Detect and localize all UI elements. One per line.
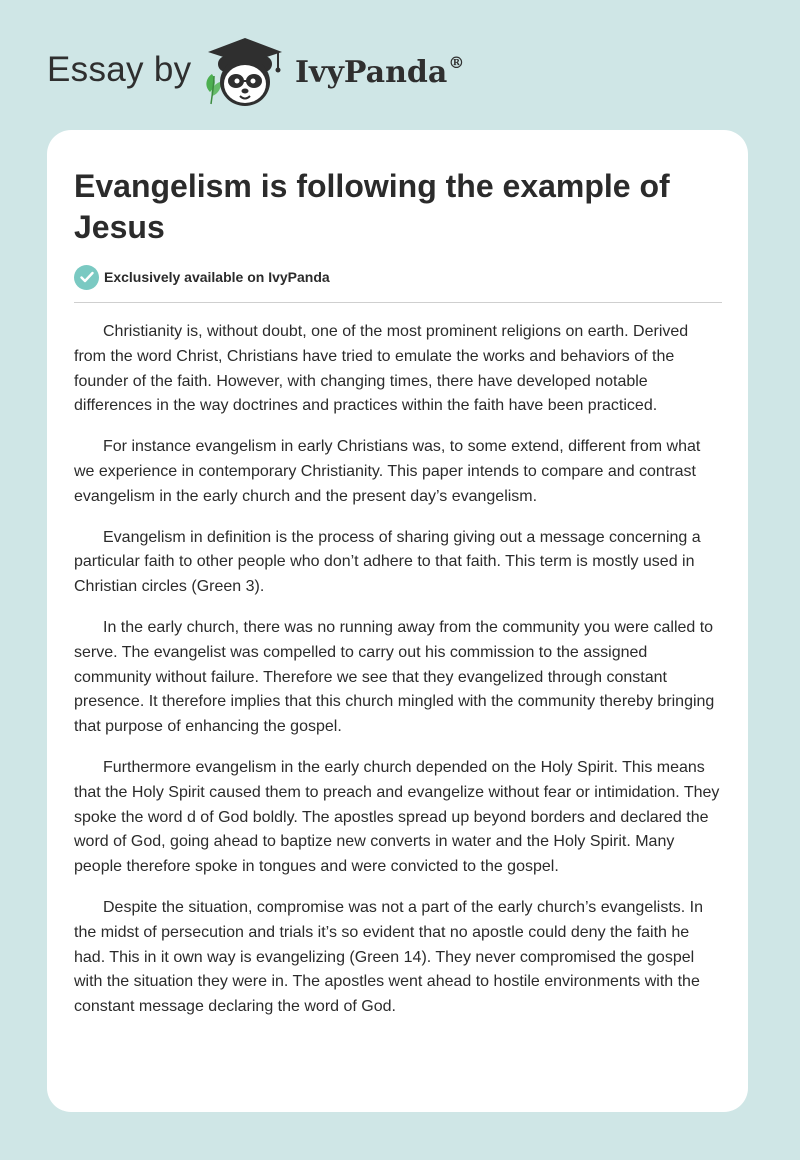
badge-label: Exclusively available on IvyPanda <box>104 269 330 285</box>
site-header <box>47 34 507 114</box>
exclusive-badge <box>74 264 330 290</box>
panda-graduate-icon <box>200 34 290 110</box>
paragraph: Christianity is, without doubt, one of the most prominent religions on earth. Derived from the word Christ, Christians have tried to emulate the works and behaviors of the founder of the faith. However, with changing times, there have developed notable differences in the way doctrines and practices within the faith have been practiced. <box>74 323 689 415</box>
paragraph: For instance evangelism in early Christians was, to some extend, different from what we experience in contemporary Christianity. This paper intends to compare and contrast evangelism in the early church and the present day’s evangelism. <box>74 438 701 505</box>
paragraph: Despite the situation, compromise was not a part of the early church’s evangelists. In the midst of persecution and trials it’s so evident that no apostle could deny the faith he had. This in it own way is evangelizing (Green 14). They never compromised the gospel with the situation they were in. The apostles went ahead to hostile environments with the constant message declaring the word of God. <box>74 898 704 1016</box>
registered-mark: ® <box>448 53 465 72</box>
essay-body <box>74 320 724 1036</box>
paragraph: In the early church, there was no running away from the community you were called to serve. The evangelist was compelled to carry out his commission to the assigned community without failure. Therefore we see that they evangelized through constant presence. It therefore implies that this church mingled with the community thereby bringing that purpose of enhancing the gospel. <box>74 618 715 736</box>
divider <box>74 302 722 303</box>
brand-logo-text[interactable] <box>295 53 464 90</box>
essay-by-label: Essay by <box>47 50 192 89</box>
check-icon <box>74 265 99 290</box>
page-title: Evangelism is following the example of Jesus <box>74 168 670 245</box>
paragraph: Evangelism in definition is the process of sharing giving out a message concerning a particular faith to other people who don’t adhere to that faith. This term is mostly used in Christian circles (Green 3). <box>74 528 701 596</box>
brand-name: IvyPanda <box>295 55 448 90</box>
paragraph: Furthermore evangelism in the early church depended on the Holy Spirit. This means that the Holy Spirit caused them to preach and evangelize without fear or intimidation. They spoke the word d of God boldly. The apostles spread up beyond borders and declared the word of God, going ahead to baptize new converts in water and the Holy Spirit. Many people therefore spoke in tongues and were convicted to the gospel. <box>74 758 720 876</box>
essay-card <box>47 130 748 1112</box>
